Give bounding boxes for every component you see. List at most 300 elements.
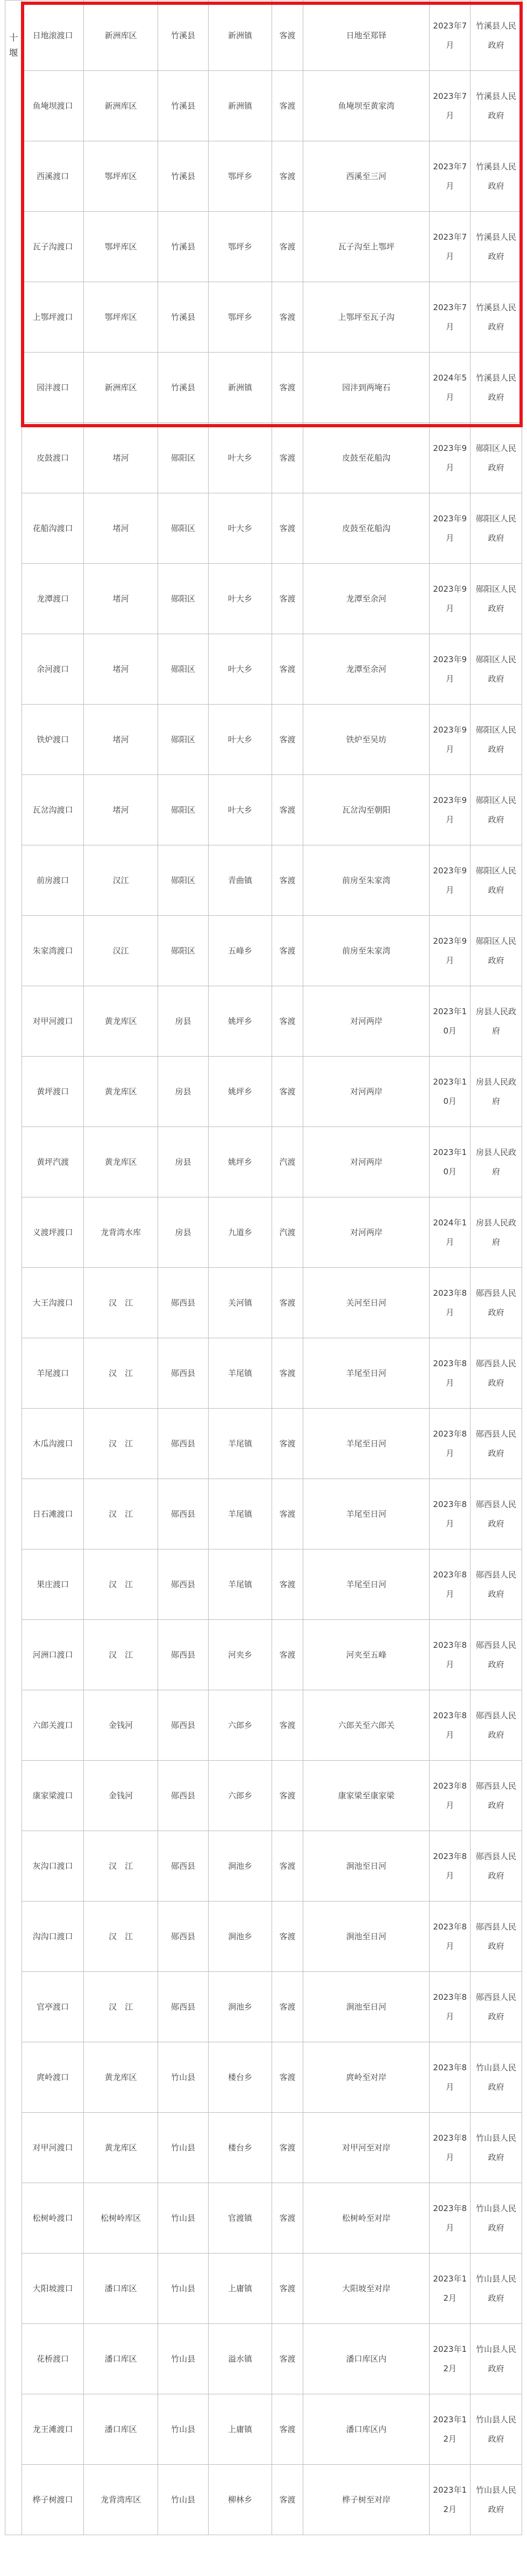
crossing-name-cell: 六郎关渡口 [22, 1690, 84, 1761]
table-row [5, 2324, 522, 2394]
route-cell: 前房至朱家湾 [303, 916, 430, 986]
ferry-type-cell: 客渡 [272, 2042, 303, 2113]
date-cell: 2023年12月 [430, 2465, 471, 2535]
crossing-name-cell: 西溪渡口 [22, 141, 84, 212]
township-cell: 鄂坪乡 [208, 282, 272, 353]
responsible-government-cell: 郧阳区人民政府 [471, 423, 522, 493]
county-cell: 竹溪县 [158, 71, 209, 141]
route-cell: 羊尾至日河 [303, 1479, 430, 1549]
ferry-type-cell: 客渡 [272, 1761, 303, 1831]
ferry-type-cell: 客渡 [272, 634, 303, 705]
ferry-type-cell: 客渡 [272, 71, 303, 141]
waterway-cell: 汉 江 [84, 1620, 158, 1690]
township-cell: 叶大乡 [208, 634, 272, 705]
route-cell: 西溪至三河 [303, 141, 430, 212]
ferry-type-cell: 客渡 [272, 1057, 303, 1127]
responsible-government-cell: 房县人民政府 [471, 1197, 522, 1268]
waterway-cell: 金钱河 [84, 1761, 158, 1831]
county-cell: 郧西县 [158, 1972, 209, 2042]
route-cell: 瓦岔沟至朝阳 [303, 775, 430, 845]
table-row [5, 1, 522, 71]
township-cell: 涧池乡 [208, 1831, 272, 1901]
table-row [5, 634, 522, 705]
route-cell: 对河两岸 [303, 1197, 430, 1268]
waterway-cell: 黄龙库区 [84, 2042, 158, 2113]
ferry-type-cell: 客渡 [272, 2113, 303, 2183]
county-cell: 郧西县 [158, 1549, 209, 1620]
ferry-type-cell: 客渡 [272, 1338, 303, 1409]
waterway-cell: 新洲库区 [84, 353, 158, 423]
table-row [5, 1549, 522, 1620]
crossing-name-cell: 园沣渡口 [22, 353, 84, 423]
ferry-type-cell: 客渡 [272, 564, 303, 634]
township-cell: 九道乡 [208, 1197, 272, 1268]
route-cell: 皮鼓至花船沟 [303, 423, 430, 493]
table-row [5, 212, 522, 282]
responsible-government-cell: 竹溪县人民政府 [471, 212, 522, 282]
date-cell: 2023年8月 [430, 1549, 471, 1620]
waterway-cell: 鄂坪库区 [84, 141, 158, 212]
ferry-type-cell: 客渡 [272, 2465, 303, 2535]
county-cell: 郧西县 [158, 1831, 209, 1901]
table-row [5, 1268, 522, 1338]
waterway-cell: 堵河 [84, 423, 158, 493]
responsible-government-cell: 郧西县人民政府 [471, 1901, 522, 1972]
table-row [5, 141, 522, 212]
table-row [5, 845, 522, 916]
table-row [5, 71, 522, 141]
route-cell: 瓦子沟至上鄂坪 [303, 212, 430, 282]
responsible-government-cell: 郧西县人民政府 [471, 1338, 522, 1409]
township-cell: 涧池乡 [208, 1901, 272, 1972]
table-row [5, 1620, 522, 1690]
route-cell: 松树岭至对岸 [303, 2183, 430, 2254]
responsible-government-cell: 房县人民政府 [471, 1057, 522, 1127]
date-cell: 2023年9月 [430, 916, 471, 986]
responsible-government-cell: 郧西县人民政府 [471, 1268, 522, 1338]
township-cell: 官渡镇 [208, 2183, 272, 2254]
township-cell: 鄂坪乡 [208, 141, 272, 212]
date-cell: 2023年12月 [430, 2254, 471, 2324]
responsible-government-cell: 郧西县人民政府 [471, 1831, 522, 1901]
county-cell: 竹山县 [158, 2254, 209, 2324]
date-cell: 2023年8月 [430, 1479, 471, 1549]
waterway-cell: 汉 江 [84, 1831, 158, 1901]
responsible-government-cell: 竹山县人民政府 [471, 2254, 522, 2324]
county-cell: 郧阳区 [158, 493, 209, 564]
ferry-type-cell: 客渡 [272, 1268, 303, 1338]
township-cell: 叶大乡 [208, 564, 272, 634]
township-cell: 关河镇 [208, 1268, 272, 1338]
date-cell: 2023年8月 [430, 2042, 471, 2113]
responsible-government-cell: 郧阳区人民政府 [471, 634, 522, 705]
table-row [5, 1690, 522, 1761]
township-cell: 叶大乡 [208, 705, 272, 775]
date-cell: 2023年9月 [430, 634, 471, 705]
table-row [5, 1972, 522, 2042]
county-cell: 房县 [158, 1197, 209, 1268]
county-cell: 郧西县 [158, 1761, 209, 1831]
county-cell: 竹山县 [158, 2113, 209, 2183]
table-row [5, 1127, 522, 1197]
county-cell: 郧阳区 [158, 845, 209, 916]
crossing-name-cell: 康家梁渡口 [22, 1761, 84, 1831]
date-cell: 2023年7月 [430, 141, 471, 212]
responsible-government-cell: 竹溪县人民政府 [471, 141, 522, 212]
responsible-government-cell: 郧西县人民政府 [471, 1761, 522, 1831]
county-cell: 竹山县 [158, 2394, 209, 2465]
ferry-type-cell: 客渡 [272, 1690, 303, 1761]
county-cell: 竹溪县 [158, 282, 209, 353]
waterway-cell: 金钱河 [84, 1690, 158, 1761]
ferry-type-cell: 汽渡 [272, 1127, 303, 1197]
responsible-government-cell: 竹山县人民政府 [471, 2113, 522, 2183]
ferry-type-cell: 客渡 [272, 986, 303, 1057]
date-cell: 2023年10月 [430, 986, 471, 1057]
responsible-government-cell: 竹溪县人民政府 [471, 282, 522, 353]
ferry-list-table [5, 0, 522, 2535]
table-row [5, 423, 522, 493]
date-cell: 2023年8月 [430, 1620, 471, 1690]
ferry-type-cell: 客渡 [272, 705, 303, 775]
responsible-government-cell: 郧阳区人民政府 [471, 705, 522, 775]
township-cell: 羊尾镇 [208, 1479, 272, 1549]
route-cell: 皮鼓至花船沟 [303, 493, 430, 564]
waterway-cell: 松树岭库区 [84, 2183, 158, 2254]
crossing-name-cell: 灰沟口渡口 [22, 1831, 84, 1901]
county-cell: 郧阳区 [158, 634, 209, 705]
ferry-type-cell: 客渡 [272, 212, 303, 282]
responsible-government-cell: 竹溪县人民政府 [471, 353, 522, 423]
table-row [5, 493, 522, 564]
date-cell: 2023年9月 [430, 845, 471, 916]
table-row [5, 1479, 522, 1549]
county-cell: 竹溪县 [158, 141, 209, 212]
county-cell: 竹山县 [158, 2324, 209, 2394]
county-cell: 房县 [158, 1127, 209, 1197]
responsible-government-cell: 郧西县人民政府 [471, 1479, 522, 1549]
route-cell: 涧池至日河 [303, 1901, 430, 1972]
waterway-cell: 堵河 [84, 705, 158, 775]
township-cell: 姚坪乡 [208, 1057, 272, 1127]
responsible-government-cell: 郧西县人民政府 [471, 1549, 522, 1620]
route-cell: 对甲河至对岸 [303, 2113, 430, 2183]
date-cell: 2023年8月 [430, 1268, 471, 1338]
crossing-name-cell: 大王沟渡口 [22, 1268, 84, 1338]
responsible-government-cell: 郧阳区人民政府 [471, 775, 522, 845]
county-cell: 郧西县 [158, 1901, 209, 1972]
responsible-government-cell: 郧西县人民政府 [471, 1409, 522, 1479]
county-cell: 郧阳区 [158, 916, 209, 986]
date-cell: 2023年8月 [430, 1901, 471, 1972]
waterway-cell: 汉 江 [84, 1972, 158, 2042]
waterway-cell: 汉 江 [84, 1268, 158, 1338]
township-cell: 羊尾镇 [208, 1549, 272, 1620]
table-row [5, 705, 522, 775]
table-row [5, 282, 522, 353]
waterway-cell: 堵河 [84, 564, 158, 634]
waterway-cell: 堵河 [84, 634, 158, 705]
date-cell: 2023年8月 [430, 1831, 471, 1901]
township-cell: 姚坪乡 [208, 1127, 272, 1197]
township-cell: 姚坪乡 [208, 986, 272, 1057]
date-cell: 2023年8月 [430, 2113, 471, 2183]
table-row [5, 775, 522, 845]
crossing-name-cell: 羊尾渡口 [22, 1338, 84, 1409]
ferry-type-cell: 客渡 [272, 493, 303, 564]
ferry-type-cell: 客渡 [272, 845, 303, 916]
responsible-government-cell: 竹山县人民政府 [471, 2042, 522, 2113]
waterway-cell: 潘口库区 [84, 2324, 158, 2394]
crossing-name-cell: 瓦子沟渡口 [22, 212, 84, 282]
township-cell: 新洲镇 [208, 71, 272, 141]
crossing-name-cell: 黄坪汽渡 [22, 1127, 84, 1197]
date-cell: 2023年12月 [430, 2324, 471, 2394]
crossing-name-cell: 果庄渡口 [22, 1549, 84, 1620]
township-cell: 六郎乡 [208, 1690, 272, 1761]
date-cell: 2023年7月 [430, 1, 471, 71]
township-cell: 青曲镇 [208, 845, 272, 916]
date-cell: 2024年5月 [430, 353, 471, 423]
county-cell: 郧阳区 [158, 564, 209, 634]
responsible-government-cell: 郧阳区人民政府 [471, 493, 522, 564]
township-cell: 柳林乡 [208, 2465, 272, 2535]
ferry-type-cell: 客渡 [272, 1479, 303, 1549]
county-cell: 房县 [158, 986, 209, 1057]
crossing-name-cell: 鱼埯坝渡口 [22, 71, 84, 141]
crossing-name-cell: 日石滩渡口 [22, 1479, 84, 1549]
date-cell: 2023年7月 [430, 212, 471, 282]
table-body [5, 1, 522, 2535]
table-row [5, 564, 522, 634]
crossing-name-cell: 木瓜沟渡口 [22, 1409, 84, 1479]
table-row [5, 1761, 522, 1831]
county-cell: 郧西县 [158, 1690, 209, 1761]
route-cell: 园沣到两埯石 [303, 353, 430, 423]
waterway-cell: 汉江 [84, 845, 158, 916]
responsible-government-cell: 郧西县人民政府 [471, 1690, 522, 1761]
route-cell: 龙潭至余河 [303, 634, 430, 705]
crossing-name-cell: 黄坪渡口 [22, 1057, 84, 1127]
crossing-name-cell: 桦子树渡口 [22, 2465, 84, 2535]
waterway-cell: 汉 江 [84, 1479, 158, 1549]
responsible-government-cell: 郧阳区人民政府 [471, 845, 522, 916]
township-cell: 羊尾镇 [208, 1409, 272, 1479]
crossing-name-cell: 河洲口渡口 [22, 1620, 84, 1690]
waterway-cell: 龙背湾库区 [84, 2465, 158, 2535]
ferry-type-cell: 汽渡 [272, 1197, 303, 1268]
county-cell: 郧阳区 [158, 775, 209, 845]
crossing-name-cell: 沟沟口渡口 [22, 1901, 84, 1972]
waterway-cell: 汉 江 [84, 1901, 158, 1972]
county-cell: 竹溪县 [158, 1, 209, 71]
county-cell: 房县 [158, 1057, 209, 1127]
waterway-cell: 黄龙库区 [84, 2113, 158, 2183]
date-cell: 2023年10月 [430, 1057, 471, 1127]
township-cell: 溢水镇 [208, 2324, 272, 2394]
route-cell: 龙潭至余河 [303, 564, 430, 634]
township-cell: 新洲镇 [208, 353, 272, 423]
ferry-type-cell: 客渡 [272, 916, 303, 986]
waterway-cell: 堵河 [84, 775, 158, 845]
crossing-name-cell: 上鄂坪渡口 [22, 282, 84, 353]
county-cell: 郧西县 [158, 1409, 209, 1479]
crossing-name-cell: 龙王滩渡口 [22, 2394, 84, 2465]
date-cell: 2023年7月 [430, 282, 471, 353]
route-cell: 涧池至日河 [303, 1831, 430, 1901]
township-cell: 羊尾镇 [208, 1338, 272, 1409]
date-cell: 2023年8月 [430, 1761, 471, 1831]
responsible-government-cell: 竹山县人民政府 [471, 2394, 522, 2465]
date-cell: 2023年8月 [430, 1338, 471, 1409]
responsible-government-cell: 郧阳区人民政府 [471, 916, 522, 986]
crossing-name-cell: 花船沟渡口 [22, 493, 84, 564]
route-cell: 鱼埯坝至黄家湾 [303, 71, 430, 141]
township-cell: 河夹乡 [208, 1620, 272, 1690]
county-cell: 竹溪县 [158, 212, 209, 282]
crossing-name-cell: 前房渡口 [22, 845, 84, 916]
township-cell: 叶大乡 [208, 423, 272, 493]
waterway-cell: 龙背湾水库 [84, 1197, 158, 1268]
route-cell: 康家梁至康家梁 [303, 1761, 430, 1831]
crossing-name-cell: 对甲河渡口 [22, 986, 84, 1057]
route-cell: 日地至郑铎 [303, 1, 430, 71]
crossing-name-cell: 朱家湾渡口 [22, 916, 84, 986]
waterway-cell: 潘口库区 [84, 2394, 158, 2465]
crossing-name-cell: 龙潭渡口 [22, 564, 84, 634]
county-cell: 郧西县 [158, 1338, 209, 1409]
county-cell: 郧西县 [158, 1479, 209, 1549]
township-cell: 叶大乡 [208, 493, 272, 564]
waterway-cell: 新洲库区 [84, 71, 158, 141]
route-cell: 对河两岸 [303, 986, 430, 1057]
crossing-name-cell: 官亭渡口 [22, 1972, 84, 2042]
ferry-type-cell: 客渡 [272, 1831, 303, 1901]
township-cell: 叶大乡 [208, 775, 272, 845]
table-row [5, 2183, 522, 2254]
route-cell: 前房至朱家湾 [303, 845, 430, 916]
waterway-cell: 黄龙库区 [84, 986, 158, 1057]
waterway-cell: 鄂坪库区 [84, 282, 158, 353]
table-row [5, 2042, 522, 2113]
crossing-name-cell: 皮鼓渡口 [22, 423, 84, 493]
route-cell: 羊尾至日河 [303, 1549, 430, 1620]
date-cell: 2023年7月 [430, 71, 471, 141]
waterway-cell: 黄龙库区 [84, 1057, 158, 1127]
route-cell: 涧池至日河 [303, 1972, 430, 2042]
responsible-government-cell: 竹溪县人民政府 [471, 71, 522, 141]
crossing-name-cell: 庹岭渡口 [22, 2042, 84, 2113]
county-cell: 竹山县 [158, 2183, 209, 2254]
route-cell: 羊尾至日河 [303, 1338, 430, 1409]
ferry-type-cell: 客渡 [272, 1620, 303, 1690]
date-cell: 2023年8月 [430, 1972, 471, 2042]
ferry-type-cell: 客渡 [272, 775, 303, 845]
date-cell: 2023年8月 [430, 1409, 471, 1479]
crossing-name-cell: 大阳坡渡口 [22, 2254, 84, 2324]
table-row [5, 1409, 522, 1479]
township-cell: 上庸镇 [208, 2254, 272, 2324]
crossing-name-cell: 松树岭渡口 [22, 2183, 84, 2254]
ferry-type-cell: 客渡 [272, 2394, 303, 2465]
route-cell: 铁炉至吴坊 [303, 705, 430, 775]
date-cell: 2024年1月 [430, 1197, 471, 1268]
table-row [5, 2113, 522, 2183]
date-cell: 2023年10月 [430, 1127, 471, 1197]
county-cell: 郧阳区 [158, 423, 209, 493]
table-row [5, 986, 522, 1057]
ferry-type-cell: 客渡 [272, 353, 303, 423]
table-row [5, 1197, 522, 1268]
table-row [5, 1901, 522, 1972]
route-cell: 潘口库区内 [303, 2394, 430, 2465]
crossing-name-cell: 铁炉渡口 [22, 705, 84, 775]
route-cell: 桦子树至对岸 [303, 2465, 430, 2535]
date-cell: 2023年9月 [430, 775, 471, 845]
route-cell: 大阳坡至对岸 [303, 2254, 430, 2324]
table-row [5, 2394, 522, 2465]
waterway-cell: 汉 江 [84, 1549, 158, 1620]
township-cell: 六郎乡 [208, 1761, 272, 1831]
route-cell: 对河两岸 [303, 1057, 430, 1127]
ferry-type-cell: 客渡 [272, 423, 303, 493]
waterway-cell: 汉 江 [84, 1409, 158, 1479]
route-cell: 庹岭至对岸 [303, 2042, 430, 2113]
crossing-name-cell: 对甲河渡口 [22, 2113, 84, 2183]
responsible-government-cell: 郧西县人民政府 [471, 1620, 522, 1690]
crossing-name-cell: 余河渡口 [22, 634, 84, 705]
route-cell: 六郎关至六郎关 [303, 1690, 430, 1761]
table-row [5, 2465, 522, 2535]
route-cell: 关河至日河 [303, 1268, 430, 1338]
responsible-government-cell: 竹山县人民政府 [471, 2183, 522, 2254]
waterway-cell: 汉江 [84, 916, 158, 986]
ferry-type-cell: 客渡 [272, 2324, 303, 2394]
table-row [5, 353, 522, 423]
ferry-type-cell: 客渡 [272, 2254, 303, 2324]
county-cell: 竹山县 [158, 2465, 209, 2535]
date-cell: 2023年8月 [430, 2183, 471, 2254]
waterway-cell: 潘口库区 [84, 2254, 158, 2324]
county-cell: 郧西县 [158, 1620, 209, 1690]
responsible-government-cell: 房县人民政府 [471, 1127, 522, 1197]
table-row [5, 1057, 522, 1127]
township-cell: 涧池乡 [208, 1972, 272, 2042]
responsible-government-cell: 房县人民政府 [471, 986, 522, 1057]
responsible-government-cell: 郧阳区人民政府 [471, 564, 522, 634]
ferry-type-cell: 客渡 [272, 2183, 303, 2254]
ferry-type-cell: 客渡 [272, 1, 303, 71]
date-cell: 2023年12月 [430, 2394, 471, 2465]
township-cell: 新洲镇 [208, 1, 272, 71]
responsible-government-cell: 竹溪县人民政府 [471, 1, 522, 71]
route-cell: 河夹至五峰 [303, 1620, 430, 1690]
table-row [5, 1831, 522, 1901]
township-cell: 鄂坪乡 [208, 212, 272, 282]
township-cell: 五峰乡 [208, 916, 272, 986]
ferry-type-cell: 客渡 [272, 1409, 303, 1479]
date-cell: 2023年9月 [430, 564, 471, 634]
waterway-cell: 新洲库区 [84, 1, 158, 71]
responsible-government-cell: 竹山县人民政府 [471, 2465, 522, 2535]
table-row [5, 2254, 522, 2324]
ferry-type-cell: 客渡 [272, 1972, 303, 2042]
county-cell: 竹山县 [158, 2042, 209, 2113]
crossing-name-cell: 义渡坪渡口 [22, 1197, 84, 1268]
waterway-cell: 堵河 [84, 493, 158, 564]
table-row [5, 916, 522, 986]
county-cell: 郧西县 [158, 1268, 209, 1338]
